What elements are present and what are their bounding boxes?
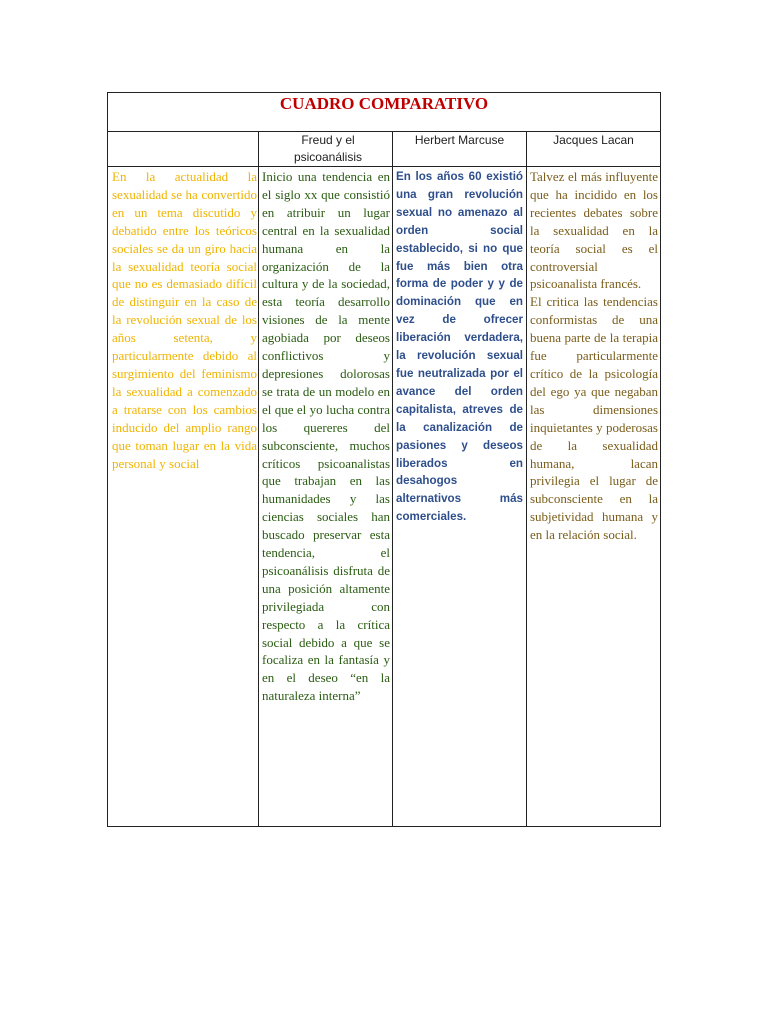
- comparison-table: [107, 92, 661, 827]
- header-marcuse: Herbert Marcuse: [414, 133, 505, 147]
- header-divider: [108, 166, 660, 167]
- header-freud: Freud y el psicoanálisis: [293, 133, 363, 164]
- lacan-paragraph-1: Talvez el más influyente que ha incidido en los recientes debates sobre la sexualidad en la teoría social es el controversial psicoanalista francés.: [530, 169, 658, 292]
- cell-introduction: En la actualidad la sexualidad se ha convertido en un tema discutido y debatido entre los teóricos sociales se da un giro hacia la sexualidad teoría social que no es demasiado difícil de distinguir en la caso de la revolución sexual de los años setenta, y particularmente debido al surgimiento del feminismo la sexualidad a comenzado a tratarse con los cambios inducido del amplio rango que toman lugar en la vida personal y social: [112, 169, 257, 471]
- header-lacan: Jacques Lacan: [553, 133, 634, 147]
- cell-lacan: [530, 168, 658, 544]
- column-divider: [258, 131, 259, 826]
- header-empty: [108, 132, 258, 166]
- column-divider: [526, 131, 527, 826]
- table-title: CUADRO COMPARATIVO: [279, 94, 489, 113]
- cell-marcuse: En los años 60 existió una gran revolución sexual no amenazo al orden social establecido, si no que fue más bien otra forma de poder y y de dominación que en vez de ofrecer liberación verdadera, la revolución sexual fue neutralizada por el avance del orden capitalista, atreves de la canalización de pasiones y deseos liberados en desahogos alternativos más comerciales.: [396, 170, 523, 524]
- title-row: [108, 93, 660, 132]
- lacan-paragraph-2: El critica las tendencias conformistas de una buena parte de la terapia fue particularmente crítico de la psicología del ego ya que negaban las dimensiones inquietantes y poderosas de la sexualidad humana, lacan privilegia el lugar de subconsciente en la subjetividad humana y en la relación social.: [530, 294, 658, 543]
- cell-freud: Inicio una tendencia en el siglo xx que consistió en atribuir un lugar central en la sexualidad humana en la organización de la cultura y de la sociedad, esta teoría desarrollo visiones de la mente agobiada por deseos conflictivos y depresiones dolorosas se trata de un modelo en el que el yo lucha contra los quereres del subconsciente, muchos críticos psicoanalistas que trabajan en las humanidades y las ciencias sociales han buscado preservar esta tendencia, el psicoanálisis disfruta de una posición altamente privilegiada con respecto a la crítica social debido a que se focaliza en la fantasía y en el deseo “en la naturaleza interna”: [262, 169, 390, 704]
- column-divider: [392, 131, 393, 826]
